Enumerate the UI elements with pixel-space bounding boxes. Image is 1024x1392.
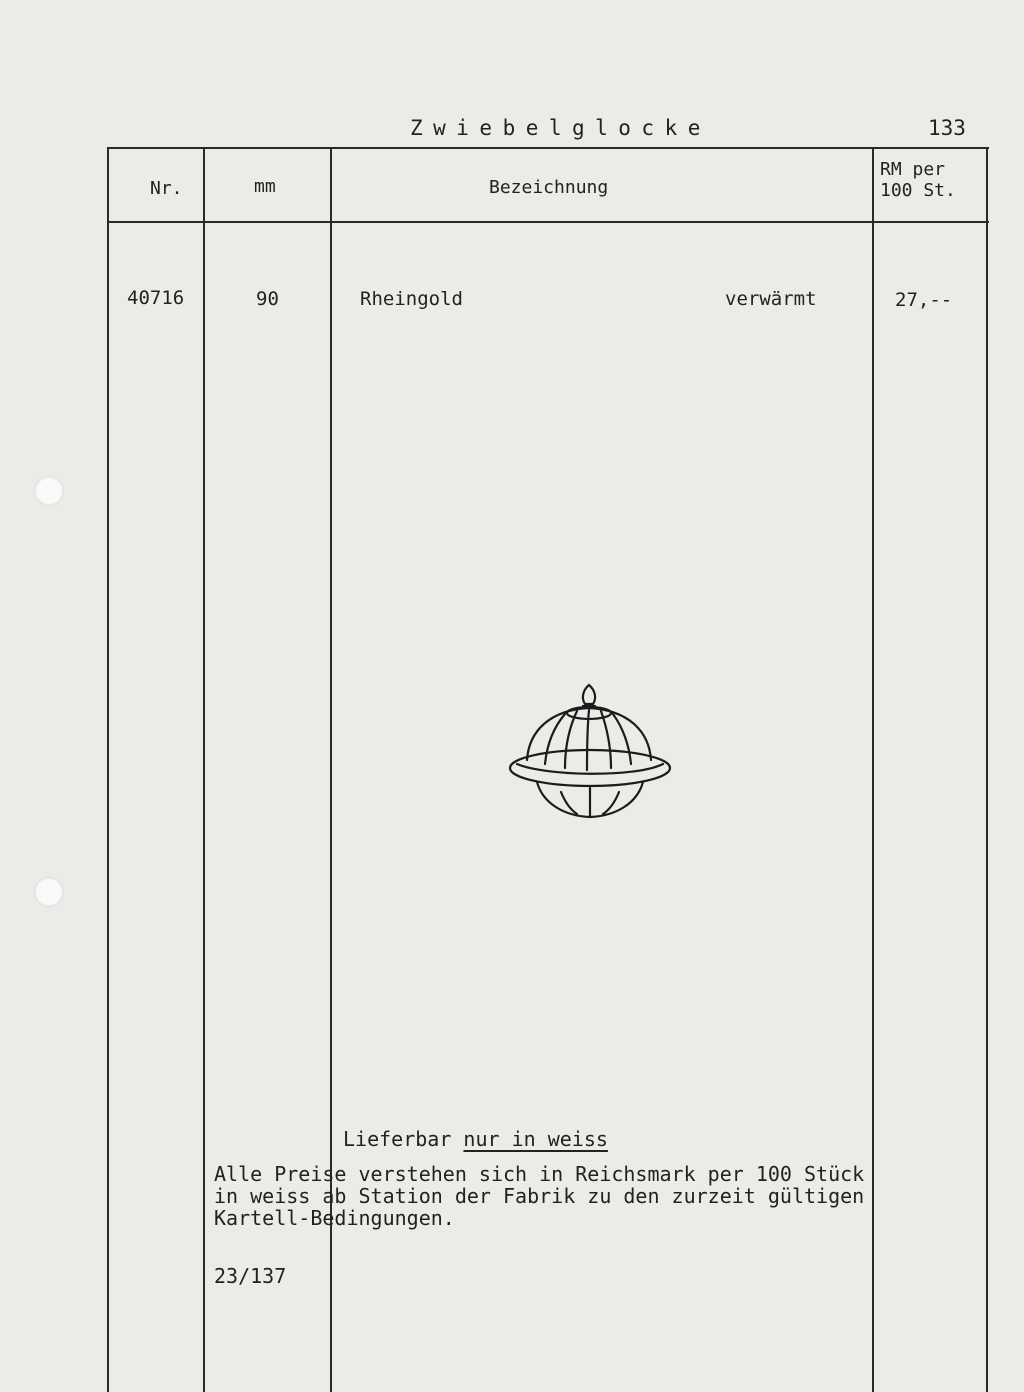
punch-hole-bottom bbox=[34, 877, 64, 907]
table-top-rule bbox=[108, 147, 989, 149]
terms-line-1: Alle Preise verstehen sich in Reichsmark per 100 Stück bbox=[214, 1162, 865, 1186]
header-price-line1: RM per bbox=[880, 159, 946, 180]
row-name: Rheingold bbox=[360, 288, 463, 310]
terms-line-3: Kartell-Bedingungen. bbox=[214, 1206, 455, 1230]
availability-emphasis: nur in weiss bbox=[463, 1127, 608, 1151]
terms-line-2: in weiss ab Station der Fabrik zu den zurzeit gültigen bbox=[214, 1184, 865, 1208]
header-nr: Nr. bbox=[150, 178, 183, 199]
row-finish: verwärmt bbox=[725, 288, 817, 310]
column-rule-right bbox=[986, 147, 988, 1392]
reference-number: 23/137 bbox=[214, 1264, 287, 1288]
page-title: Zwiebelglocke bbox=[410, 116, 711, 140]
row-mm: 90 bbox=[256, 288, 279, 310]
page-number: 133 bbox=[928, 116, 966, 140]
table-header-rule bbox=[108, 221, 989, 223]
row-price: 27,-- bbox=[895, 289, 953, 311]
header-bezeichnung: Bezeichnung bbox=[489, 177, 609, 198]
punch-hole-top bbox=[34, 476, 64, 506]
header-mm: mm bbox=[254, 176, 276, 197]
onion-bell-lamp-shade-icon bbox=[505, 680, 675, 820]
column-rule-left bbox=[107, 147, 109, 1392]
column-rule-bezeichnung-price bbox=[872, 147, 874, 1392]
availability-note bbox=[343, 1129, 608, 1149]
column-rule-nr-mm bbox=[203, 147, 205, 1392]
availability-prefix: Lieferbar bbox=[343, 1127, 464, 1151]
row-nr: 40716 bbox=[127, 287, 185, 309]
header-price-line2: 100 St. bbox=[880, 180, 956, 201]
